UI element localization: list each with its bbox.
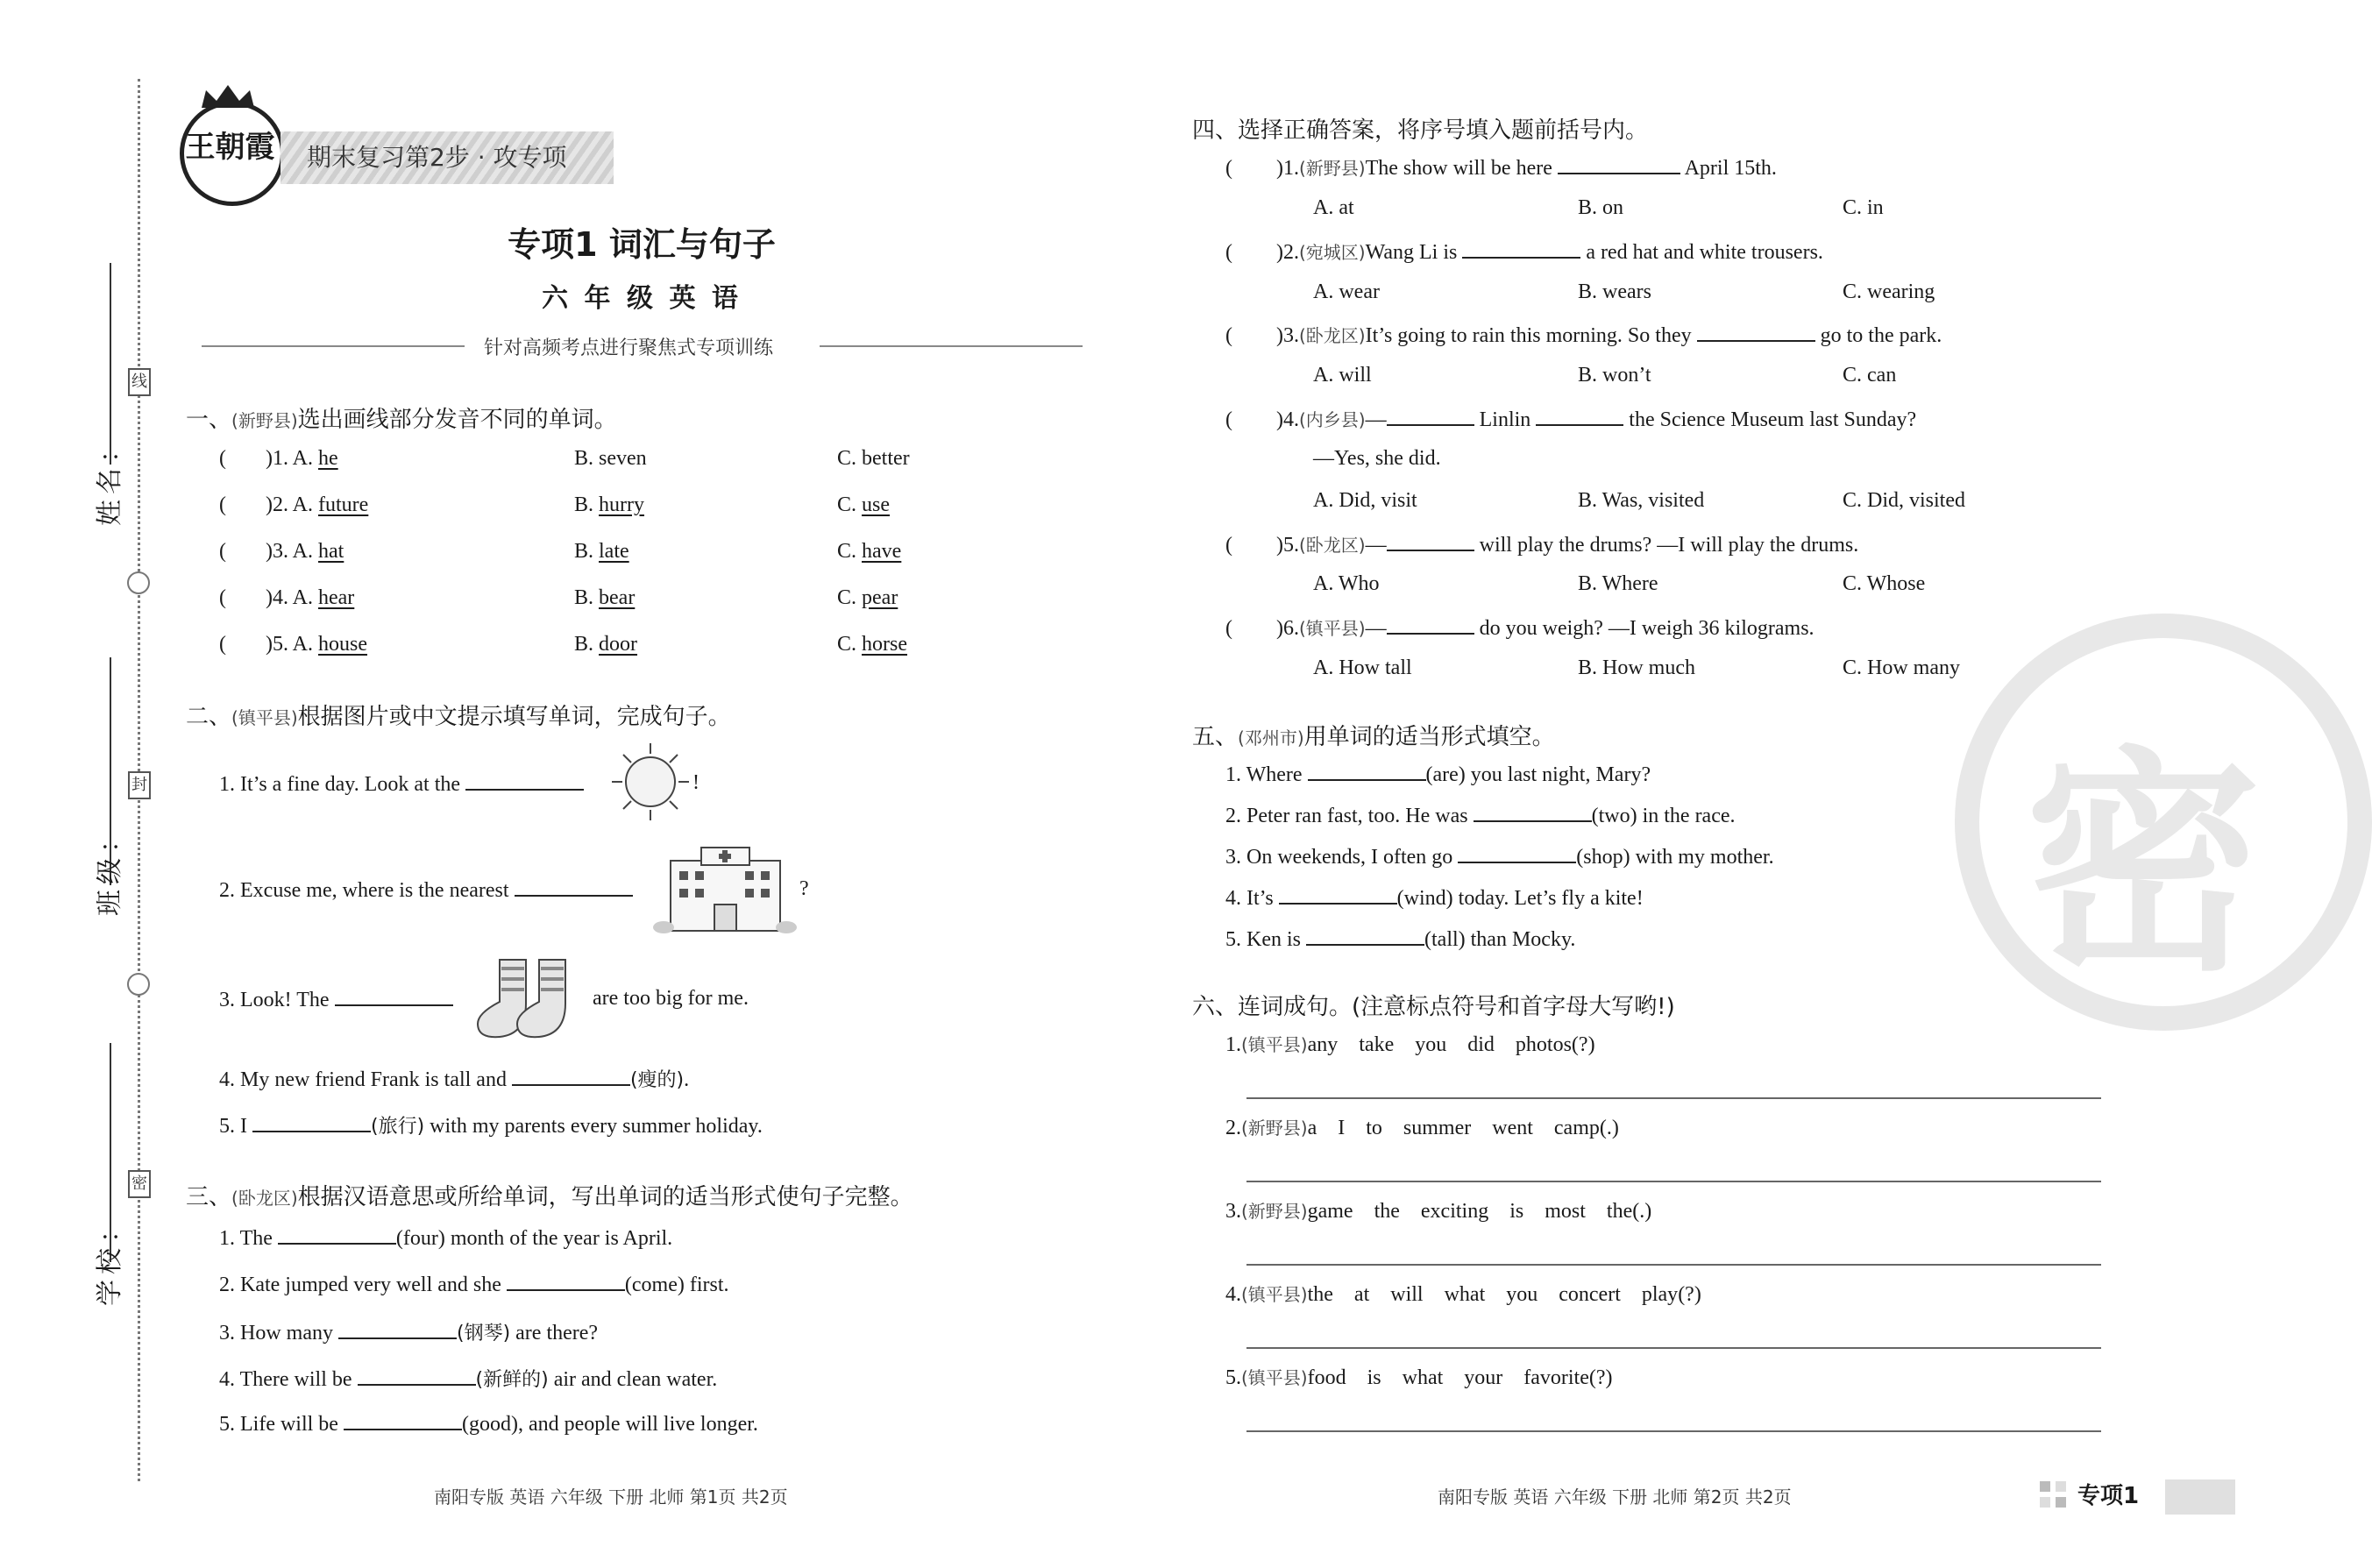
option-c: C. in: [1843, 196, 1884, 219]
question-row: ( )4.(内乡县)— Linlin the Science Museum last Sunday?: [1225, 408, 1917, 431]
answer-blank[interactable]: [335, 987, 453, 1006]
option-b: B. won’t: [1578, 364, 1651, 387]
option-a: A. will: [1313, 364, 1372, 387]
answer-blank[interactable]: [1558, 155, 1680, 174]
list-item: 3. Look! The: [219, 987, 453, 1012]
list-item: 4. My new friend Frank is tall and (瘦的).: [219, 1068, 690, 1091]
name-label: 姓名：: [95, 431, 125, 526]
section5-heading: 五、(邓州市)用单词的适当形式填空。: [1192, 724, 1555, 750]
answer-blank[interactable]: [1308, 762, 1426, 781]
option-c: C. horse: [837, 633, 907, 656]
corner-tab: [2165, 1479, 2235, 1515]
option-c: C. pear: [837, 586, 898, 609]
list-item: 5. Ken is (tall) than Mocky.: [1225, 928, 1576, 951]
list-item: 2. Excuse me, where is the nearest: [219, 877, 633, 903]
answer-blank[interactable]: [507, 1272, 625, 1291]
option-c: C. better: [837, 447, 910, 470]
punctuation: !: [692, 771, 700, 794]
answer-line[interactable]: [1246, 1347, 2101, 1349]
school-label: 学校：: [95, 1211, 125, 1306]
class-label: 班级：: [95, 821, 125, 916]
answer-blank[interactable]: [1536, 407, 1623, 426]
list-item: ( )1. A. he: [219, 447, 338, 470]
answer-blank[interactable]: [515, 877, 633, 897]
answer-blank[interactable]: [358, 1366, 476, 1386]
option-b: B. late: [574, 540, 629, 563]
question-row: ( )3.(卧龙区)It’s going to rain this morning. So they go to the park.: [1225, 324, 1942, 347]
footer-right: 南阳专版 英语 六年级 下册 北师 第2页 共2页: [1438, 1486, 1792, 1508]
divider: [202, 345, 465, 347]
list-item: 1. It’s a fine day. Look at the: [219, 771, 584, 797]
binding-char: 封: [128, 771, 151, 799]
answer-line[interactable]: [1246, 1097, 2101, 1099]
list-item: 5.(镇平县)food is what your favorite(?): [1225, 1366, 1613, 1389]
option-b: B. wears: [1578, 280, 1651, 303]
hospital-icon: [653, 843, 798, 935]
option-b: B. on: [1578, 196, 1624, 219]
answer-blank[interactable]: [1697, 323, 1815, 342]
list-item: 1. Where (are) you last night, Mary?: [1225, 763, 1651, 786]
crown-icon: [197, 83, 259, 110]
sun-icon: [609, 741, 692, 824]
section6-heading: 六、连词成句。(注意标点符号和首字母大写哟!): [1192, 994, 1675, 1020]
decor-square: [2056, 1497, 2066, 1508]
list-item: 4. It’s (wind) today. Let’s fly a kite!: [1225, 887, 1644, 910]
punctuation: ?: [799, 877, 809, 900]
answer-blank[interactable]: [1306, 926, 1424, 946]
section2-heading: 二、(镇平县)根据图片或中文提示填写单词，完成句子。: [186, 704, 731, 730]
list-item: ( )3. A. hat: [219, 540, 344, 563]
answer-blank[interactable]: [1387, 407, 1474, 426]
option-b: B. seven: [574, 447, 647, 470]
answer-blank[interactable]: [338, 1320, 457, 1339]
page-subtitle: 六 年 级 英 语: [542, 283, 742, 314]
list-item: 5. I (旅行) with my parents every summer holiday.: [219, 1115, 763, 1138]
decor-square: [2040, 1497, 2050, 1508]
section4-heading: 四、选择正确答案，将序号填入题前括号内。: [1192, 117, 1649, 144]
decor-square: [2040, 1481, 2050, 1492]
option-c: C. Whose: [1843, 572, 1926, 595]
list-item: 2.(新野县)a I to summer went camp(.): [1225, 1117, 1619, 1139]
option-a: A. Who: [1313, 572, 1380, 595]
dialogue-reply: —Yes, she did.: [1313, 447, 1441, 470]
list-item: ( )5. A. house: [219, 633, 367, 656]
option-b: B. Where: [1578, 572, 1658, 595]
page-title: 专项1 词汇与句子: [508, 225, 776, 264]
option-a: A. Did, visit: [1313, 489, 1417, 512]
option-b: B. Was, visited: [1578, 489, 1705, 512]
list-item: 3.(新野县)game the exciting is most the(.): [1225, 1200, 1652, 1223]
list-item: 4. There will be (新鲜的) air and clean water.: [219, 1368, 718, 1391]
option-c: C. Did, visited: [1843, 489, 1966, 512]
list-item: 3. How many (钢琴) are there?: [219, 1322, 599, 1345]
answer-blank[interactable]: [1462, 239, 1580, 259]
question-row: ( )2.(宛城区)Wang Li is a red hat and white trousers.: [1225, 241, 1823, 264]
binding-char: 线: [128, 368, 151, 396]
answer-blank[interactable]: [1387, 532, 1474, 551]
option-a: A. wear: [1313, 280, 1380, 303]
list-item: 4.(镇平县)the at will what you concert play(?): [1225, 1283, 1701, 1306]
option-c: C. have: [837, 540, 902, 563]
list-item: 2. Kate jumped very well and she (come) first.: [219, 1274, 729, 1296]
answer-blank[interactable]: [252, 1113, 371, 1132]
answer-blank[interactable]: [1279, 885, 1397, 905]
brand-logo-text: 王朝霞: [185, 130, 275, 165]
answer-line[interactable]: [1246, 1181, 2101, 1182]
option-a: A. How tall: [1313, 656, 1412, 679]
binding-hole-icon: [127, 973, 150, 996]
answer-line[interactable]: [1246, 1264, 2101, 1266]
divider: [820, 345, 1083, 347]
answer-blank[interactable]: [1387, 615, 1474, 635]
answer-line[interactable]: [1246, 1430, 2101, 1432]
answer-blank[interactable]: [344, 1411, 462, 1430]
list-item: 2. Peter ran fast, too. He was (two) in the race.: [1225, 805, 1736, 827]
tagline: 针对高频考点进行聚焦式专项训练: [484, 337, 774, 359]
section1-heading: 一、(新野县)选出画线部分发音不同的单词。: [186, 407, 617, 433]
header-banner-text: 期末复习第2步 · 攻专项: [307, 143, 567, 172]
question-row: ( )1.(新野县)The show will be here April 15th.: [1225, 157, 1777, 180]
question-row: ( )5.(卧龙区)— will play the drums? —I will play the drums.: [1225, 534, 1859, 557]
answer-blank[interactable]: [278, 1225, 396, 1245]
question-row: ( )6.(镇平县)— do you weigh? —I weigh 36 kilograms.: [1225, 617, 1815, 640]
decor-square: [2056, 1481, 2066, 1492]
list-item: ( )4. A. hear: [219, 586, 355, 609]
watermark-stamp-char: 密: [2025, 727, 2262, 1003]
list-item: 3. On weekends, I often go (shop) with my mother.: [1225, 846, 1774, 869]
option-c: C. How many: [1843, 656, 1960, 679]
binding-hole-icon: [127, 571, 150, 594]
binding-char: 密: [128, 1170, 151, 1198]
list-item: 1. The (four) month of the year is April.: [219, 1227, 673, 1250]
footer-left: 南阳专版 英语 六年级 下册 北师 第1页 共2页: [434, 1486, 788, 1508]
corner-section-label: 专项1: [2077, 1483, 2140, 1509]
option-a: A. at: [1313, 196, 1354, 219]
answer-blank[interactable]: [512, 1067, 630, 1086]
option-c: C. wearing: [1843, 280, 1935, 303]
list-item: 1.(镇平县)any take you did photos(?): [1225, 1033, 1595, 1056]
section3-heading: 三、(卧龙区)根据汉语意思或所给单词，写出单词的适当形式使句子完整。: [186, 1184, 913, 1210]
answer-blank[interactable]: [465, 771, 584, 791]
option-b: B. bear: [574, 586, 636, 609]
socks-icon: [473, 955, 587, 1043]
list-item: 5. Life will be (good), and people will live longer.: [219, 1413, 758, 1436]
option-c: C. use: [837, 493, 891, 516]
option-b: B. hurry: [574, 493, 644, 516]
option-b: B. How much: [1578, 656, 1695, 679]
option-c: C. can: [1843, 364, 1897, 387]
answer-blank[interactable]: [1474, 803, 1592, 822]
option-b: B. door: [574, 633, 638, 656]
sentence-tail: are too big for me.: [593, 987, 749, 1010]
list-item: ( )2. A. future: [219, 493, 369, 516]
answer-blank[interactable]: [1458, 844, 1576, 863]
